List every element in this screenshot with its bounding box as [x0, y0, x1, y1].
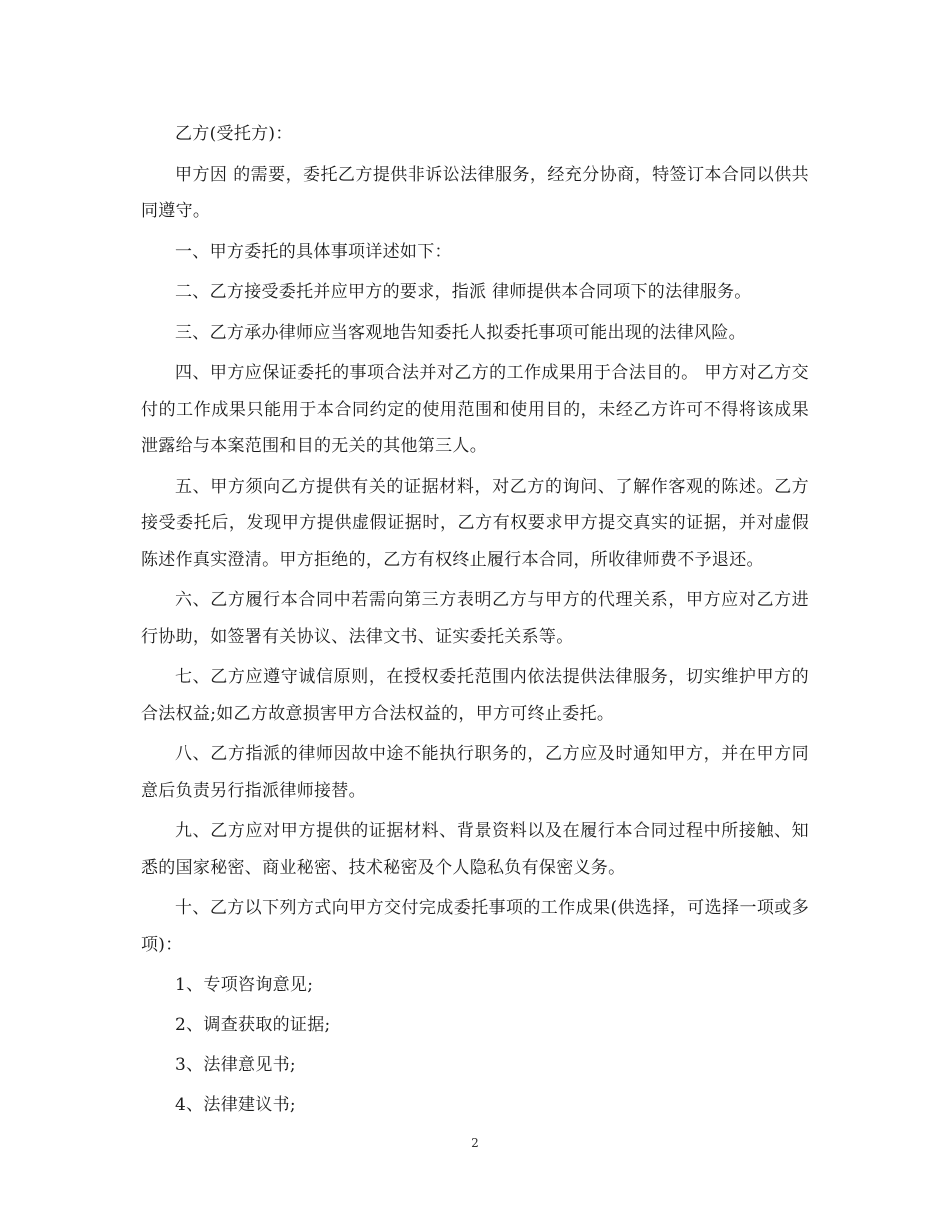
deliverable-item-1: 1、专项咨询意见; — [175, 975, 314, 995]
clause-3: 三、乙方承办律师应当客观地告知委托人拟委托事项可能出现的法律风险。 — [175, 322, 746, 343]
clause-10: 十、乙方以下列方式向甲方交付完成委托事项的工作成果(供选择，可选择一项或多项)： — [141, 898, 809, 955]
document-body — [141, 116, 809, 1127]
clause-8: 八、乙方指派的律师因故中途不能执行职务的，乙方应及时通知甲方，并在甲方同意后负责另行指派律师接替。 — [141, 744, 809, 801]
clause-2: 二、乙方接受委托并应甲方的要求，指派 律师提供本合同项下的法律服务。 — [175, 282, 752, 302]
clause-9: 九、乙方应对甲方提供的证据材料、背景资料以及在履行本合同过程中所接触、知悉的国家秘密、商业秘密、技术秘密及个人隐私负有保密义务。 — [141, 821, 809, 878]
clause-5: 五、甲方须向乙方提供有关的证据材料，对乙方的询问、了解作客观的陈述。乙方接受委托后，发现甲方提供虚假证据时，乙方有权要求甲方提交真实的证据，并对虚假陈述作真实澄清。甲方拒绝的，乙方有权终止履行本合同，所收律师费不予退还。 — [141, 476, 809, 570]
clause-1: 一、甲方委托的具体事项详述如下： — [175, 241, 452, 262]
deliverable-item-2: 2、调查获取的证据; — [175, 1015, 331, 1035]
party-b-label: 乙方(受托方)： — [175, 124, 293, 144]
clause-7: 七、乙方应遵守诚信原则，在授权委托范围内依法提供法律服务，切实维护甲方的合法权益;如乙方故意损害甲方合法权益的，甲方可终止委托。 — [141, 667, 809, 724]
page-number: 2 — [471, 1136, 479, 1150]
deliverable-item-3: 3、法律意见书; — [175, 1055, 296, 1075]
clause-4: 四、甲方应保证委托的事项合法并对乙方的工作成果用于合法目的。 甲方对乙方交付的工作成果只能用于本合同约定的使用范围和使用目的，未经乙方许可不得将该成果泄露给与本案范围和目的无关的其他第三人。 — [141, 363, 809, 456]
deliverable-item-4: 4、法律建议书; — [175, 1095, 296, 1115]
preamble-paragraph: 甲方因 的需要，委托乙方提供非诉讼法律服务，经充分协商，特签订本合同以供共同遵守。 — [141, 164, 809, 221]
clause-6: 六、乙方履行本合同中若需向第三方表明乙方与甲方的代理关系，甲方应对乙方进行协助，如签署有关协议、法律文书、证实委托关系等。 — [141, 590, 809, 647]
